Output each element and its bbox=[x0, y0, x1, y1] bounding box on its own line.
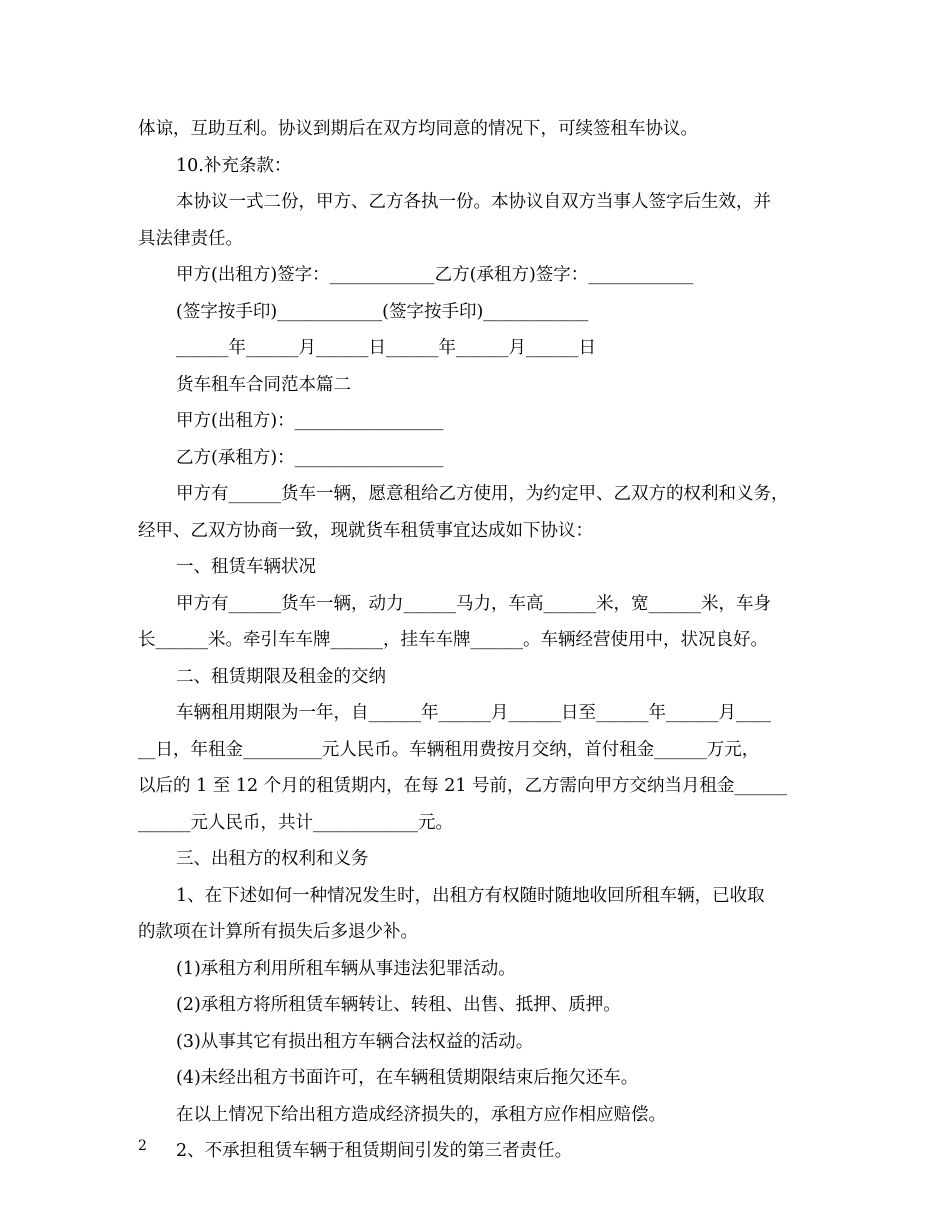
page-number: 2 bbox=[138, 1138, 147, 1154]
text-line: ______元人民币，共计____________元。 bbox=[138, 812, 453, 833]
text-line: 在以上情况下给出租方造成经济损失的，承租方应作相应赔偿。 bbox=[176, 1104, 666, 1125]
text-line: 货车租车合同范本篇二 bbox=[176, 374, 351, 395]
text-line: (3)从事其它有损出租方车辆合法权益的活动。 bbox=[176, 1031, 534, 1052]
text-line: 长______米。牵引车车牌______，挂车车牌______。车辆经营使用中，状况良好。 bbox=[138, 630, 768, 650]
text-line: 具法律责任。 bbox=[138, 228, 243, 249]
text-line: 体谅，互助互利。协议到期后在双方均同意的情况下，可续签租车协议。 bbox=[138, 119, 698, 139]
text-line: 一、租赁车辆状况 bbox=[176, 557, 316, 577]
text-line: 本协议一式二份，甲方、乙方各执一份。本协议自双方当事人签字后生效，并 bbox=[176, 192, 771, 212]
text-line: 甲方有______货车一辆，动力______马力，车高______米，宽______米，车身 bbox=[176, 593, 771, 614]
text-line: 甲方(出租方)：_________________ bbox=[176, 411, 444, 431]
text-line: (4)未经出租方书面许可，在车辆租赁期限结束后拖欠还车。 bbox=[176, 1068, 639, 1088]
text-line: 的款项在计算所有损失后多退少补。 bbox=[138, 922, 418, 942]
text-line: (2)承租方将所租赁车辆转让、转租、出售、抵押、质押。 bbox=[176, 995, 621, 1015]
text-line: 2、不承担租赁车辆于租赁期间引发的第三者责任。 bbox=[176, 1141, 573, 1161]
text-line: 三、出租方的权利和义务 bbox=[176, 849, 369, 869]
text-line: 乙方(承租方)：_________________ bbox=[176, 447, 444, 468]
text-line: 经甲、乙双方协商一致，现就货车租赁事宜达成如下协议： bbox=[138, 520, 593, 541]
text-line: 10.补充条款： bbox=[176, 155, 292, 176]
text-line: 1、在下述如何一种情况发生时，出租方有权随时随地收回所租车辆，已收取 bbox=[176, 885, 765, 906]
text-line: 以后的 1 至 12 个月的租赁期内，在每 21 号前，乙方需向甲方交纳当月租金______ bbox=[138, 776, 788, 796]
text-line: ______年______月______日______年______月______日 bbox=[176, 338, 596, 358]
text-line: 甲方有______货车一辆，愿意租给乙方使用，为约定甲、乙双方的权利和义务， bbox=[176, 484, 789, 504]
text-line: 二、租赁期限及租金的交纳 bbox=[176, 666, 386, 687]
text-line: (签字按手印)____________(签字按手印)____________ bbox=[176, 301, 589, 322]
text-line: (1)承租方利用所租车辆从事违法犯罪活动。 bbox=[176, 958, 516, 979]
text-line: 车辆租用期限为一年，自______年______月______日至______年______月____ bbox=[176, 703, 771, 723]
text-line: __日，年租金_________元人民币。车辆租用费按月交纳，首付租金______万元， bbox=[138, 739, 760, 760]
text-line: 甲方(出租方)签字：____________乙方(承租方)签字：____________ bbox=[176, 265, 694, 285]
